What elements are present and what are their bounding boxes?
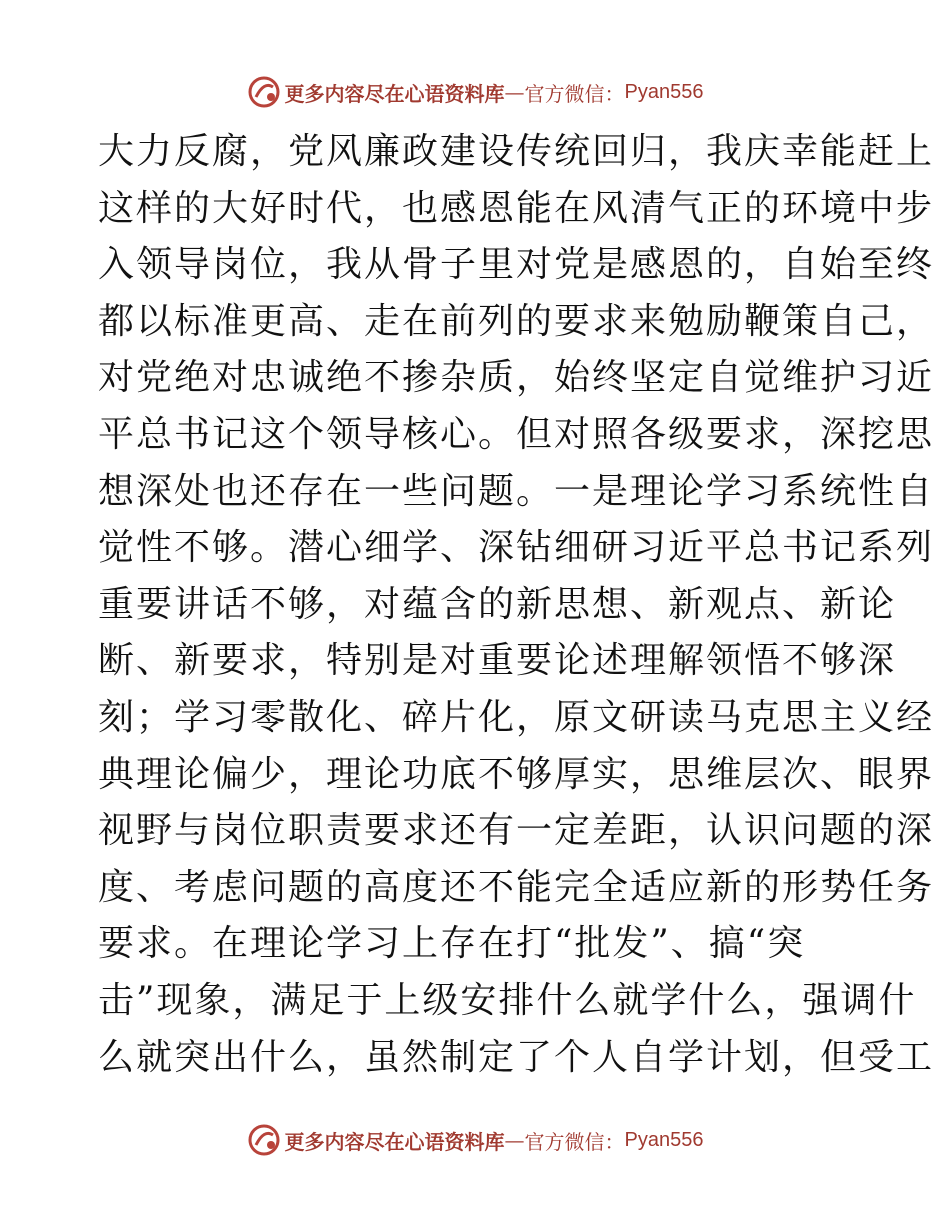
text-line: 平总书记这个领导核心。但对照各级要求，深挖思 [98,413,935,455]
banner-separator: — [504,80,525,104]
text-line: 典理论偏少，理论功底不够厚实，思维层次、眼界 [98,753,935,795]
text-line: 么就突出什么，虽然制定了个人自学计划，但受工 [98,1036,935,1078]
promo-text: 更多内容尽在心语资料库 [284,81,505,106]
footer-watermark [0,1120,950,1160]
text-line: 要求。在理论学习上存在打“批发”、搞“突 [98,923,806,965]
wechat-id: Pyan556 [624,1128,704,1151]
text-line: 重要讲话不够，对蕴含的新思想、新观点、新论 [98,583,897,625]
wechat-label: 官方微信： [524,1129,625,1154]
text-line: 这样的大好时代，也感恩能在风清气正的环境中步 [98,187,935,229]
logo-icon [247,1123,281,1157]
text-line: 觉性不够。潜心细学、深钻细研习近平总书记系列 [98,527,935,569]
text-line: 刻；学习零散化、碎片化，原文研读马克思主义经 [98,696,935,738]
text-line: 断、新要求，特别是对重要论述理解领悟不够深 [98,640,897,682]
text-line: 大力反腐，党风廉政建设传统回归，我庆幸能赶上 [98,131,935,172]
document-body [98,124,935,1086]
text-line: 想深处也还存在一些问题。一是理论学习系统性自 [98,470,935,512]
text-line: 对党绝对忠诚绝不掺杂质，始终坚定自觉维护习近 [98,357,935,399]
promo-text: 更多内容尽在心语资料库 [284,1129,505,1154]
wechat-label: 官方微信： [524,81,625,106]
text-line: 度、考虑问题的高度还不能完全适应新的形势任务 [98,866,935,908]
logo-icon [247,75,281,109]
text-line: 击”现象，满足于上级安排什么就学什么，强调什 [98,979,917,1021]
wechat-id: Pyan556 [624,80,704,103]
header-watermark [0,72,950,112]
text-line: 入领导岗位，我从骨子里对党是感恩的，自始至终 [98,244,935,286]
text-line: 视野与岗位职责要求还有一定差距，认识问题的深 [98,810,935,852]
text-line: 都以标准更高、走在前列的要求来勉励鞭策自己， [98,300,935,342]
banner-separator: — [504,1128,525,1152]
